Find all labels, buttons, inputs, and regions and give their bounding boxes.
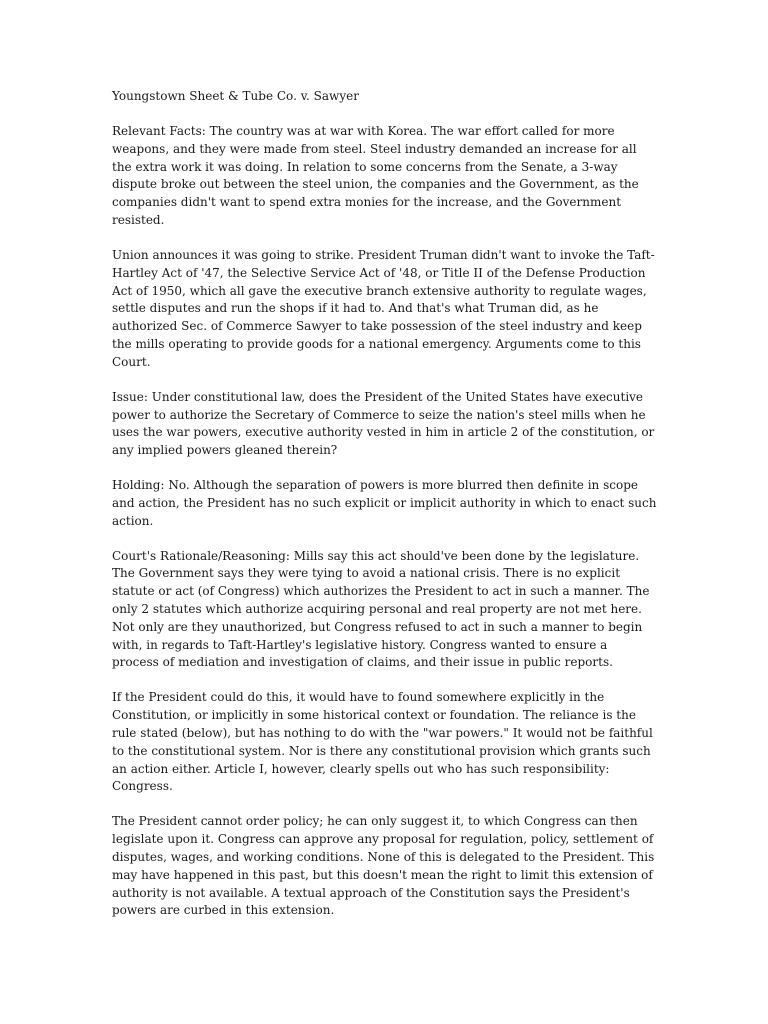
document-title: Youngstown Sheet & Tube Co. v. Sawyer <box>112 89 359 103</box>
paragraph-union-strike: Union announces it was going to strike. President Truman didn't want to invoke the Taft-Hartley Act of '47, the Selective Service Act of '48, or Title II of the Defense Production Act of 1950, which all gave the executive branch extensive authority to regulate wages, settle disputes and run the shops if it had to. And that's what Truman did, as he authorized Sec. of Commerce Sawyer to take possession of the steel industry and keep the mills operating to provide goods for a national emergency. Arguments come to this Court. <box>112 247 655 369</box>
document-page <box>112 88 657 937</box>
paragraph-constitution: If the President could do this, it would have to found somewhere explicitly in the Constitution, or implicitly in some historical context or foundation. The reliance is the rule stated (below), but has nothing to do with the "war powers." It would not be faithful to the constitutional system. Nor is there any constitutional provision which grants such an action either. Article I, however, clearly spells out who has such responsibility: Congress. <box>112 690 653 794</box>
paragraph-rationale: Court's Rationale/Reasoning: Mills say this act should've been done by the legislature. The Government says they were tying to avoid a national crisis. There is no explicit statute or act (of Congress) which authorizes the President to act in such a manner. The only 2 statutes which authorize acquiring personal and real property are not met here. Not only are they unauthorized, but Congress refused to act in such a manner to begin with, in regards to Taft-Hartley's legislative history. Congress wanted to ensure a process of mediation and investigation of claims, and their issue in public reports. <box>112 548 650 670</box>
paragraph-holding: Holding: No. Although the separation of powers is more blurred then definite in scope and action, the President has no such explicit or implicit authority in which to enact such action. <box>112 478 657 528</box>
paragraph-policy: The President cannot order policy; he can only suggest it, to which Congress can then legislate upon it. Congress can approve any proposal for regulation, policy, settlement of disputes, wages, and working conditions. None of this is delegated to the President. This may have happened in this past, but this doesn't mean the right to limit this extension of authority is not available. A textual approach of the Constitution says the President's powers are curbed in this extension. <box>112 814 655 918</box>
paragraph-relevant-facts: Relevant Facts: The country was at war with Korea. The war effort called for more weapons, and they were made from steel. Steel industry demanded an increase for all the extra work it was doing. In relation to some concerns from the Senate, a 3-way dispute broke out between the steel union, the companies and the Government, as the companies didn't want to spend extra monies for the increase, and the Government resisted. <box>112 123 639 227</box>
paragraph-issue: Issue: Under constitutional law, does the President of the United States have executive power to authorize the Secretary of Commerce to seize the nation's steel mills when he uses the war powers, executive authority vested in him in article 2 of the constitution, or any implied powers gleaned therein? <box>112 389 655 458</box>
